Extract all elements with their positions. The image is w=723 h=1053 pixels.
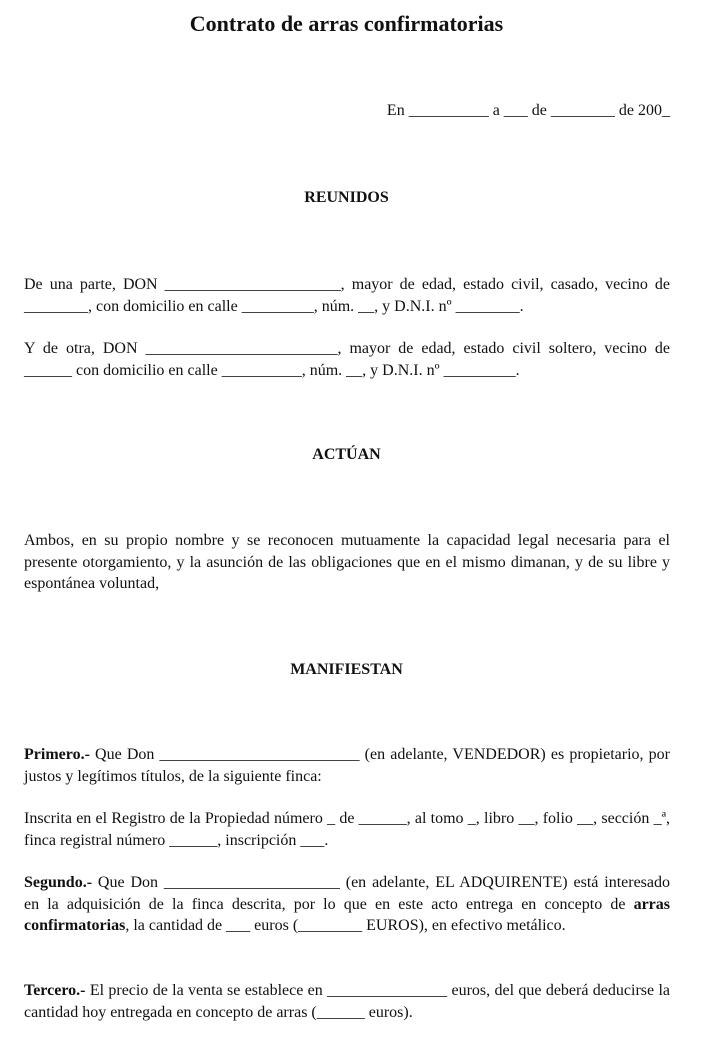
- clause-label-primero: Primero.-: [24, 746, 90, 763]
- clause-text-segundo-2: , la cantidad de ___ euros (________ EUROS), en efectivo metálico.: [125, 917, 566, 934]
- paragraph-segundo: [24, 872, 670, 937]
- heading-reunidos: REUNIDOS: [304, 189, 389, 206]
- paragraph-actuan: Ambos, en su propio nombre y se reconocen mutuamente la capacidad legal necesaria para el presente otorgamiento, y la asunción de las obligaciones que en el mismo dimanan, y de su libre y espontánea voluntad,: [24, 532, 670, 592]
- clause-label-tercero: Tercero.-: [24, 982, 86, 999]
- paragraph-tercero: [24, 980, 670, 1023]
- heading-actuan: ACTÚAN: [312, 446, 381, 463]
- paragraph-parte-2: Y de otra, DON ________________________, mayor de edad, estado civil soltero, vecino de ______ con domicilio en calle __________, núm. __, y D.N.I. nº _________.: [24, 340, 670, 379]
- heading-manifiestan: MANIFIESTAN: [290, 661, 403, 678]
- paragraph-inscrita: Inscrita en el Registro de la Propiedad número _ de ______, al tomo _, libro __, folio __, sección _ª, finca registral número ______, inscripción ___.: [24, 810, 670, 849]
- paragraph-parte-1: De una parte, DON ______________________, mayor de edad, estado civil, casado, vecino de ________, con domicilio en calle _________, núm. __, y D.N.I. nº ________.: [24, 276, 670, 315]
- clause-text-primero: Que Don _________________________ (en adelante, VENDEDOR) es propietario, por justos y legítimos títulos, de la siguiente finca:: [24, 746, 670, 785]
- paragraph-primero: [24, 744, 670, 787]
- clause-label-segundo: Segundo.-: [24, 874, 93, 891]
- document-title: Contrato de arras confirmatorias: [189, 11, 504, 36]
- clause-text-tercero: El precio de la venta se establece en _______________ euros, del que deberá deducirse la cantidad hoy entregada en concepto de arras (______ euros).: [24, 982, 670, 1021]
- date-line: En __________ a ___ de ________ de 200_: [386, 102, 670, 119]
- clause-bold-arras: arras confirmatorias: [24, 895, 670, 934]
- clause-text-segundo-1: Que Don ______________________ (en adelante, EL ADQUIRENTE) está interesado en la adquisición de la finca descrita, por lo que en este acto entrega en concepto de: [24, 874, 670, 913]
